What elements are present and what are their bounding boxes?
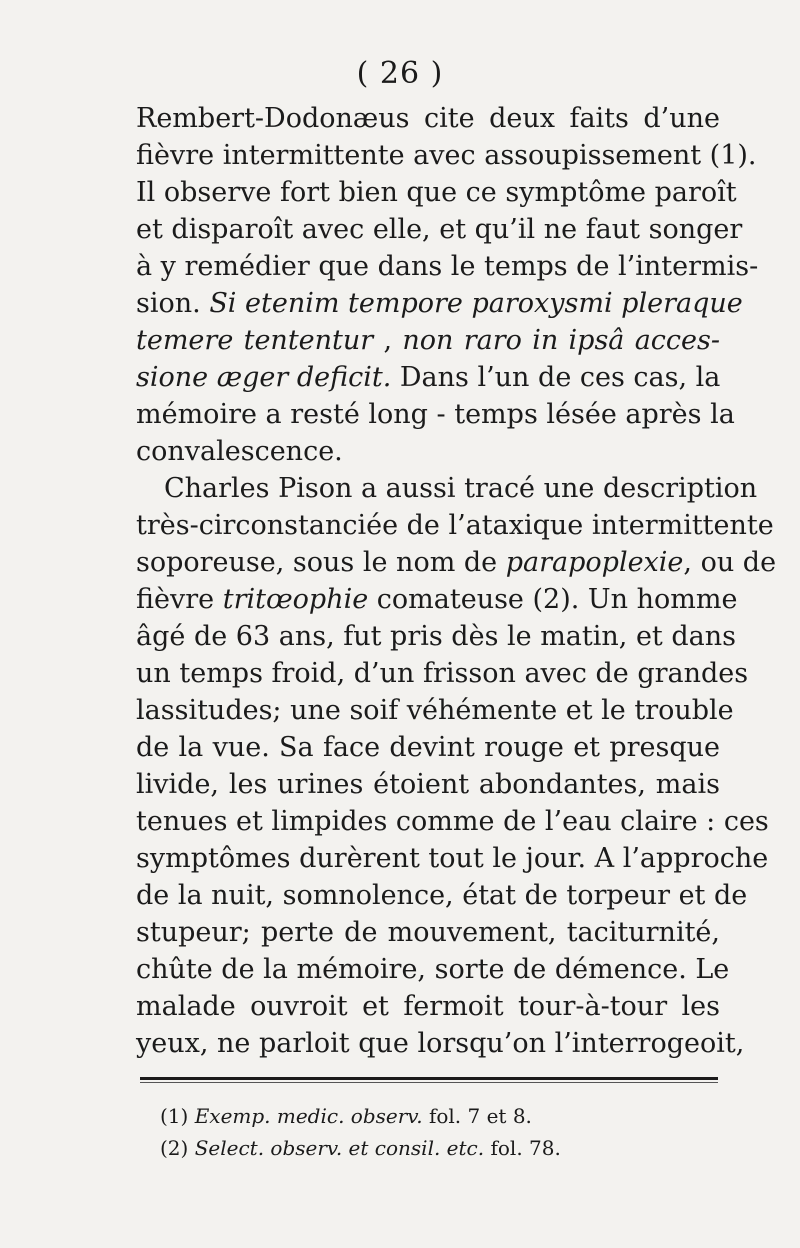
- footnote-rule-thin: [140, 1082, 718, 1083]
- italic-text: non raro in ipsâ acces-: [402, 325, 720, 356]
- body-line: [136, 914, 720, 951]
- body-line: [136, 470, 758, 507]
- body-line: [136, 581, 738, 618]
- body-line: [136, 951, 730, 988]
- text-segment: stupeur; perte de mouvement, taciturnité,: [136, 917, 720, 948]
- text-segment: fièvre: [136, 584, 223, 615]
- italic-text: sione æger deficit.: [136, 362, 392, 393]
- body-line: [136, 840, 769, 877]
- body-line: [136, 285, 743, 322]
- body-line: [136, 433, 720, 470]
- footnote-line: [160, 1100, 720, 1132]
- body-line: [136, 803, 769, 840]
- italic-text: Exemp. medic. observ.: [194, 1104, 423, 1128]
- text-segment: soporeuse, sous le nom de: [136, 547, 506, 578]
- text-segment: Dans l’un de ces cas, la: [391, 362, 721, 393]
- italic-text: tritœophie: [222, 584, 369, 615]
- body-line: [136, 396, 735, 433]
- text-segment: fièvre intermittente avec assoupissement (1).: [136, 140, 757, 171]
- body-line: [136, 1025, 745, 1062]
- footnote-rule: [140, 1077, 718, 1080]
- text-segment: mémoire a resté long - temps lésée après la: [136, 399, 735, 430]
- body-line: [136, 729, 720, 766]
- page-number: ( 26 ): [356, 56, 444, 91]
- body-text: [136, 100, 777, 1062]
- footnote-line: [160, 1132, 720, 1164]
- text-segment: (2): [160, 1136, 195, 1160]
- text-segment: malade ouvroit et fermoit tour-à-tour les: [136, 991, 720, 1022]
- body-line: [136, 766, 720, 803]
- text-segment: de la vue. Sa face devint rouge et presque: [136, 732, 720, 763]
- text-segment: convalescence.: [136, 436, 343, 467]
- text-segment: (1): [160, 1104, 195, 1128]
- body-line: [136, 322, 720, 359]
- italic-text: Select. observ. et consil. etc.: [194, 1136, 485, 1160]
- text-segment: symptômes durèrent tout le jour. A l’approche: [136, 843, 769, 874]
- body-line: [136, 359, 720, 396]
- text-segment: sion.: [136, 288, 210, 319]
- text-segment: très-circonstanciée de l’ataxique intermittente: [136, 510, 774, 541]
- body-line: [136, 507, 774, 544]
- text-segment: lassitudes; une soif véhémente et le trouble: [136, 695, 734, 726]
- text-segment: et disparoît avec elle, et qu’il ne faut songer: [136, 214, 743, 245]
- text-segment: livide, les urines étoient abondantes, mais: [136, 769, 720, 800]
- text-segment: âgé de 63 ans, fut pris dès le matin, et dans: [136, 621, 736, 652]
- body-line: [136, 174, 737, 211]
- body-line: [136, 137, 757, 174]
- body-line: [136, 544, 777, 581]
- text-segment: comateuse (2). Un homme: [368, 584, 738, 615]
- text-segment: de la nuit, somnolence, état de torpeur et de: [136, 880, 748, 911]
- body-line: [136, 211, 743, 248]
- text-segment: fol. 78.: [484, 1136, 561, 1160]
- text-segment: fol. 7 et 8.: [422, 1104, 532, 1128]
- body-line: [136, 877, 748, 914]
- body-line: [136, 618, 736, 655]
- text-segment: un temps froid, d’un frisson avec de grandes: [136, 658, 749, 689]
- body-line: [136, 692, 734, 729]
- body-line: [136, 248, 759, 285]
- text-segment: Il observe fort bien que ce symptôme paroît: [136, 177, 737, 208]
- text-segment: tenues et limpides comme de l’eau claire : ces: [136, 806, 769, 837]
- footnotes: [160, 1100, 720, 1164]
- text-segment: chûte de la mémoire, sorte de démence. Le: [136, 954, 730, 985]
- body-line: [136, 655, 749, 692]
- body-line: [136, 988, 720, 1025]
- text-segment: à y remédier que dans le temps de l’intermis-: [136, 251, 759, 282]
- text-segment: Charles Pison a aussi tracé une description: [164, 473, 758, 504]
- italic-text: temere tententur: [136, 325, 374, 356]
- text-segment: , ou de: [683, 547, 777, 578]
- text-segment: yeux, ne parloit que lorsqu’on l’interrogeoit,: [136, 1028, 745, 1059]
- italic-text: Si etenim tempore paroxysmi pleraque: [209, 288, 743, 319]
- body-line: [136, 100, 720, 137]
- text-segment: Rembert-Dodonæus cite deux faits d’une: [136, 103, 720, 134]
- italic-text: parapoplexie: [505, 547, 684, 578]
- text-segment: ,: [373, 325, 403, 356]
